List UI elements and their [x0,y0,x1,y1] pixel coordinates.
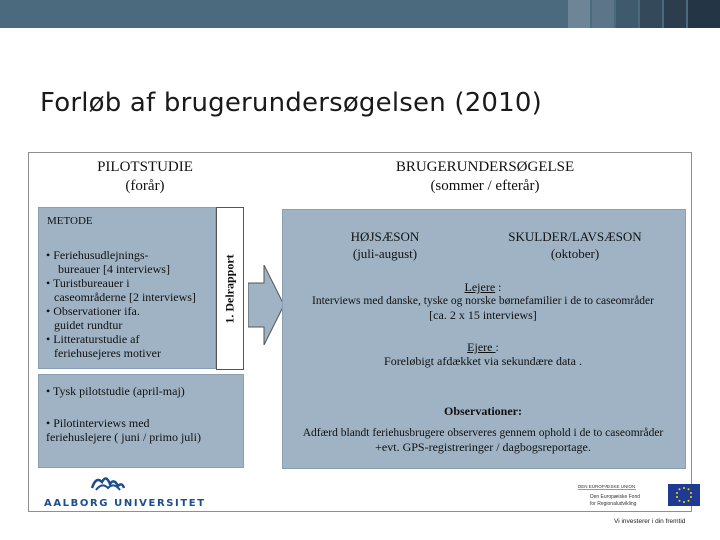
lejere-line1: Interviews med danske, tyske og norske børnefamilier i de to caseområder [311,295,654,307]
lejere-line2: [ca. 2 x 15 interviews] [429,308,537,322]
top-bar [0,0,720,28]
ejere-block [284,340,682,368]
shoulder-season [490,228,660,262]
eu-fund [590,494,640,508]
lejere-label: Lejere [464,280,496,294]
ejere-line1: Foreløbigt afdækket via sekundære data . [384,354,582,368]
method-item: feriehusejeres motiver [54,346,161,360]
method-item: caseområderne [2 interviews] [54,290,196,304]
eu-fund-line2: for Regionaludvikling [590,501,637,507]
observ-label: Observationer: [444,404,522,418]
lejere-colon: : [495,280,502,294]
delrapport-label: 1. Delrapport [222,253,237,324]
shoulder-season-period: (oktober) [550,246,600,261]
bruger-season: (sommer / efterår) [430,178,540,194]
method-item: • Feriehusudlejnings- [46,248,149,262]
pilot-interviews-2: feriehuslejere ( juni / primo juli) [46,430,201,444]
eu-logo [578,484,703,530]
method-list [46,248,196,360]
pilot-interviews: • Pilotinterviews med [46,416,150,430]
ejere-label: Ejere [467,340,496,354]
high-season [320,228,450,262]
bruger-header [350,158,620,196]
bruger-heading: BRUGERUNDERSØGELSE [395,159,575,175]
eu-fund-line1: Den Europæiske Fond [590,494,641,500]
eu-slogan: Vi investerer i din fremtid [614,518,686,525]
high-season-period: (juli-august) [352,246,418,261]
method-item: guidet rundtur [54,318,123,332]
method-item: • Observationer ifa. [46,304,140,318]
method-label: METODE [47,215,93,227]
observ-line1: Adfærd blandt feriehusbrugere observeres gennem ophold i de to caseområder [302,427,664,439]
university-emblem-icon [88,472,128,492]
pilot-season: (forår) [125,178,165,194]
page-title: Forløb af brugerundersøgelsen (2010) [40,88,542,118]
delrapport-tab [216,207,244,370]
method-item: bureauer [4 interviews] [58,262,170,276]
observ-line2: +evt. GPS-registreringer / dagbogsreportage. [375,440,591,454]
shoulder-season-title: SKULDER/LAVSÆSON [508,229,642,244]
ejere-colon: : [495,340,499,354]
lejere-block [284,280,682,322]
method-item: • Litteraturstudie af [46,332,140,346]
pilot-heading: PILOTSTUDIE [97,159,193,175]
pilot-german: • Tysk pilotstudie (april-maj) [46,384,185,398]
method-item: • Turistbureauer i [46,276,130,290]
eu-title: DEN EUROPÆISKE UNION [578,484,636,489]
pilot-header [60,158,230,196]
university-name: AALBORG UNIVERSITET [44,498,206,509]
right-arrow-icon [248,265,284,345]
eu-flag-icon [668,484,700,506]
observ-block [284,404,682,454]
high-season-title: HØJSÆSON [350,229,420,244]
